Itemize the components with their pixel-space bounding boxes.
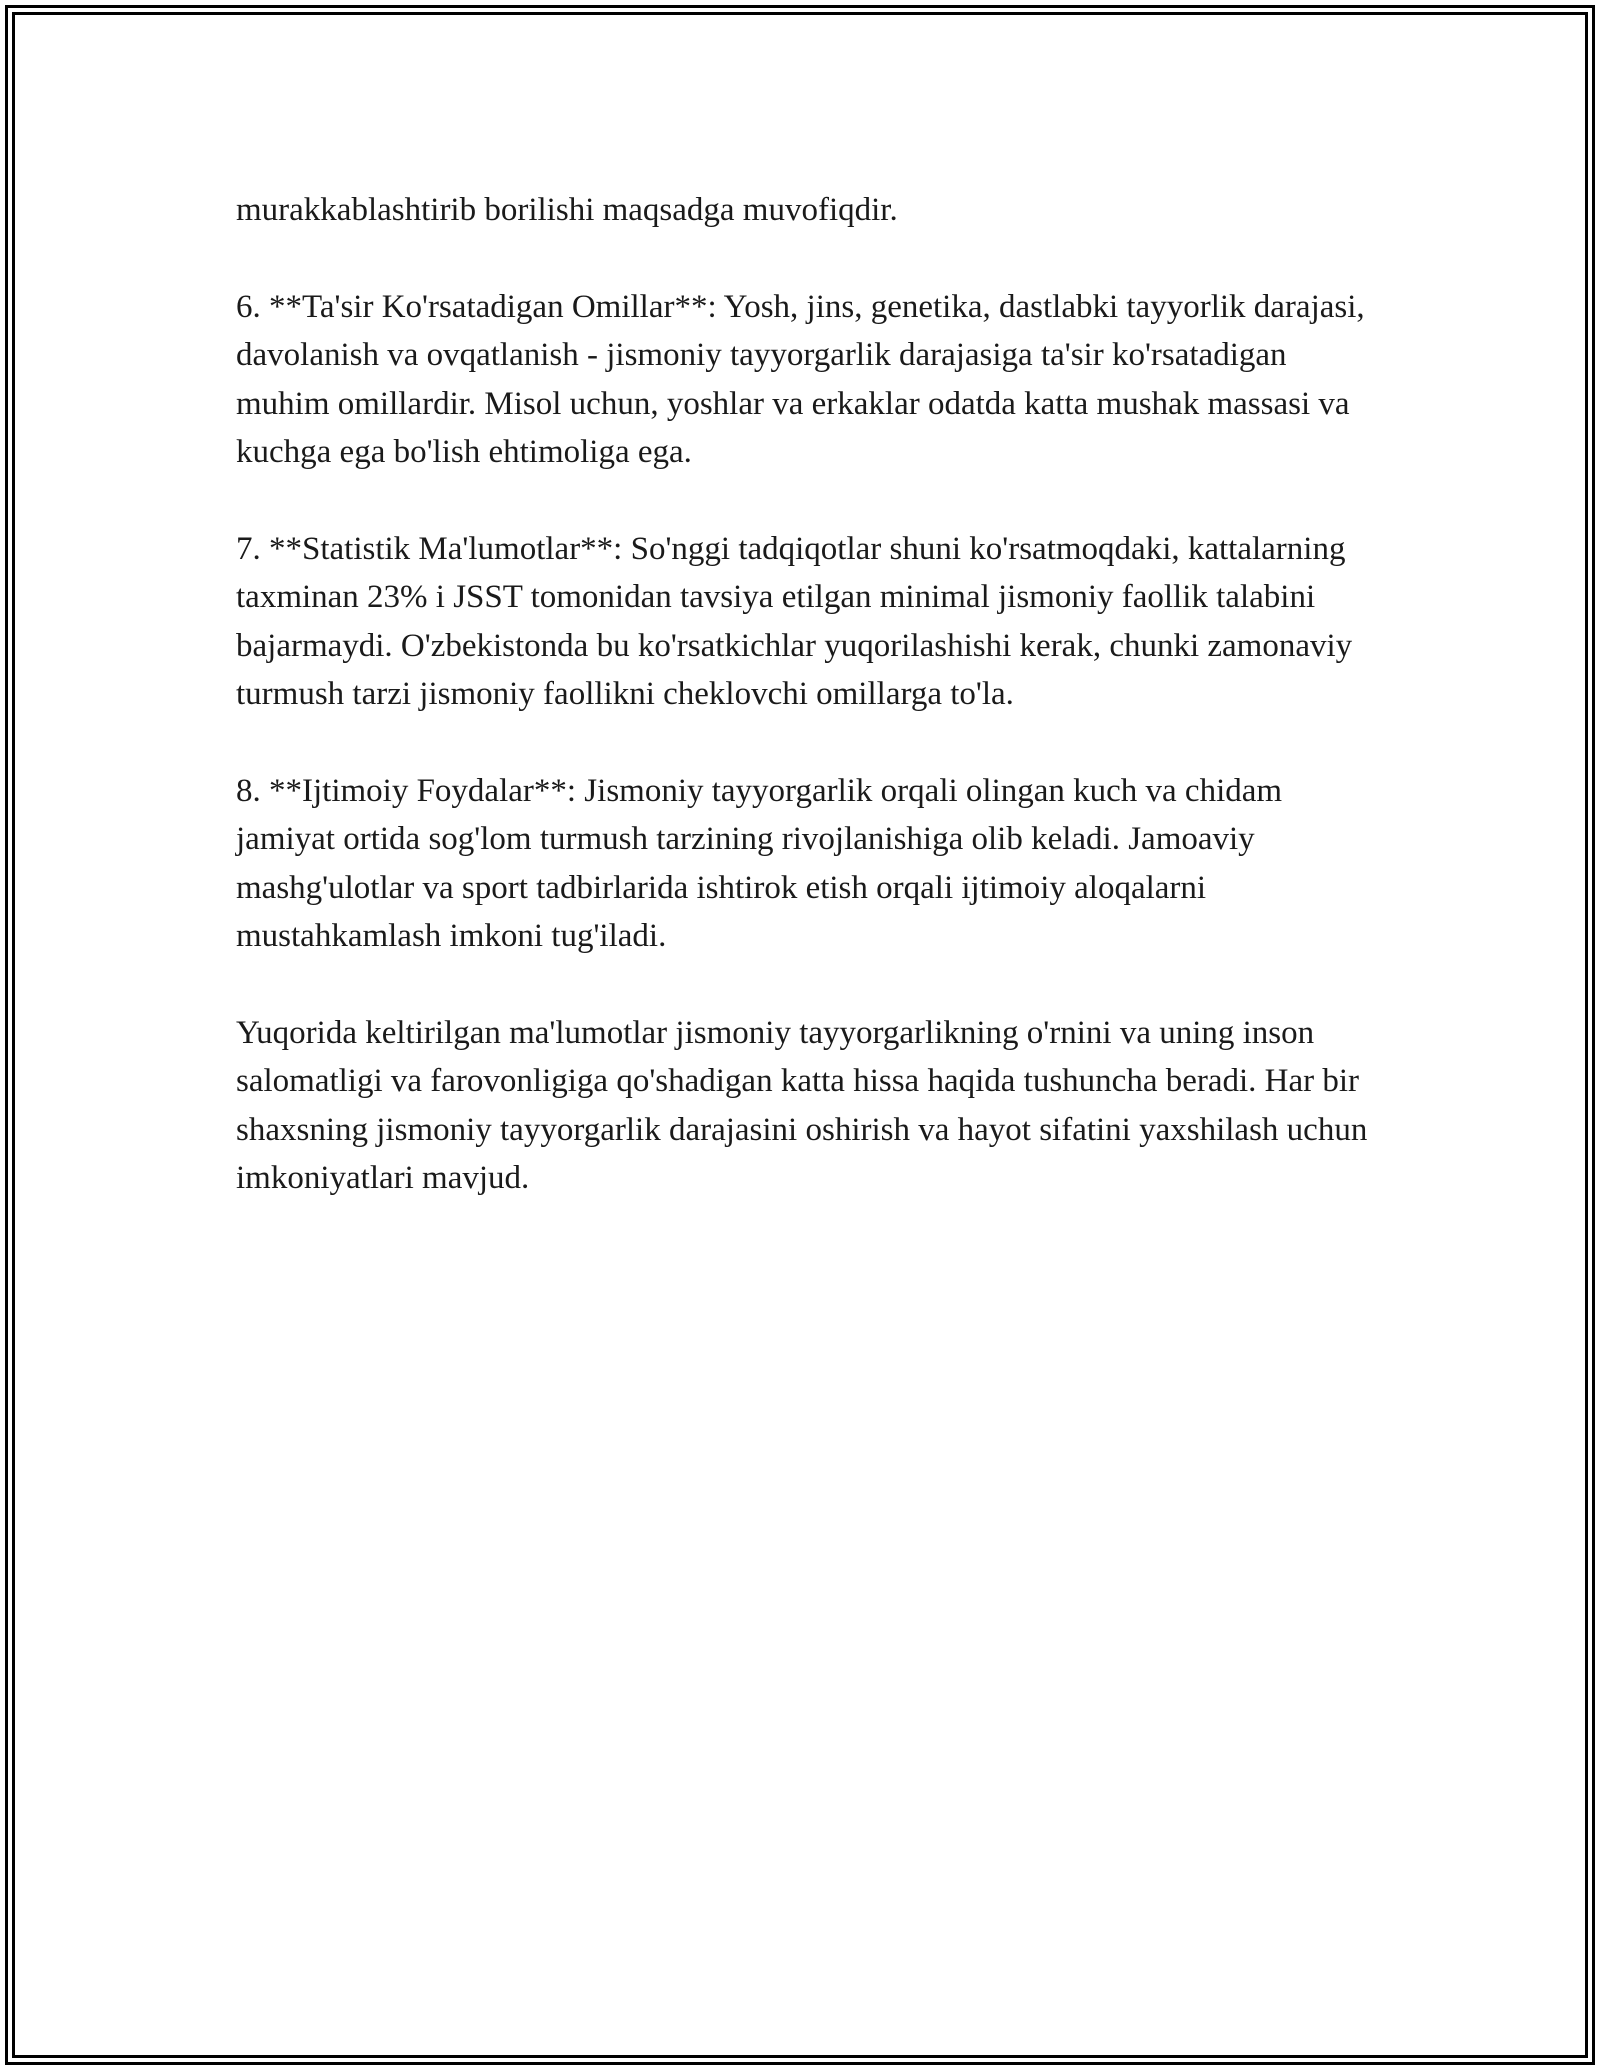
paragraph-conclusion: Yuqorida keltirilgan ma'lumotlar jismoniy tayyorgarlikning o'rnini va uning inson salomatligi va farovonligiga qo'shadigan katta hissa haqida tushuncha beradi. Har bir shaxsning jismoniy tayyorgarlik darajasini oshirish va hayot sifatini yaxshilash uchun imkoniyatlari mavjud. [236, 1014, 1368, 1197]
paragraph-continuation: murakkablashtirib borilishi maqsadga muvofiqdir. [236, 192, 898, 228]
paragraph-item-7: 7. **Statistik Ma'lumotlar**: So'nggi tadqiqotlar shuni ko'rsatmoqdaki, kattalarning taxminan 23% i JSST tomonidan tavsiya etilgan minimal jismoniy faollik talabini bajarmaydi. O'zbekistonda bu ko'rsatkichlar yuqorilashishi kerak, chunki zamonaviy turmush tarzi jismoniy faollikni cheklovchi omillarga to'la. [236, 530, 1353, 713]
document-body [236, 186, 1386, 1202]
paragraph-item-8: 8. **Ijtimoiy Foydalar**: Jismoniy tayyorgarlik orqali olingan kuch va chidam jamiyat ortida sog'lom turmush tarzining rivojlanishiga olib keladi. Jamoaviy mashg'ulotlar va sport tadbirlarida ishtirok etish orqali ijtimoiy aloqalarni mustahkamlash imkoni tug'iladi. [236, 772, 1283, 955]
paragraph-item-6: 6. **Ta'sir Ko'rsatadigan Omillar**: Yosh, jins, genetika, dastlabki tayyorlik darajasi, davolanish va ovqatlanish - jismoniy tayyorgarlik darajasiga ta'sir ko'rsatadigan muhim omillardir. Misol uchun, yoshlar va erkaklar odatda katta mushak massasi va kuchga ega bo'lish ehtimoliga ega. [236, 288, 1365, 471]
